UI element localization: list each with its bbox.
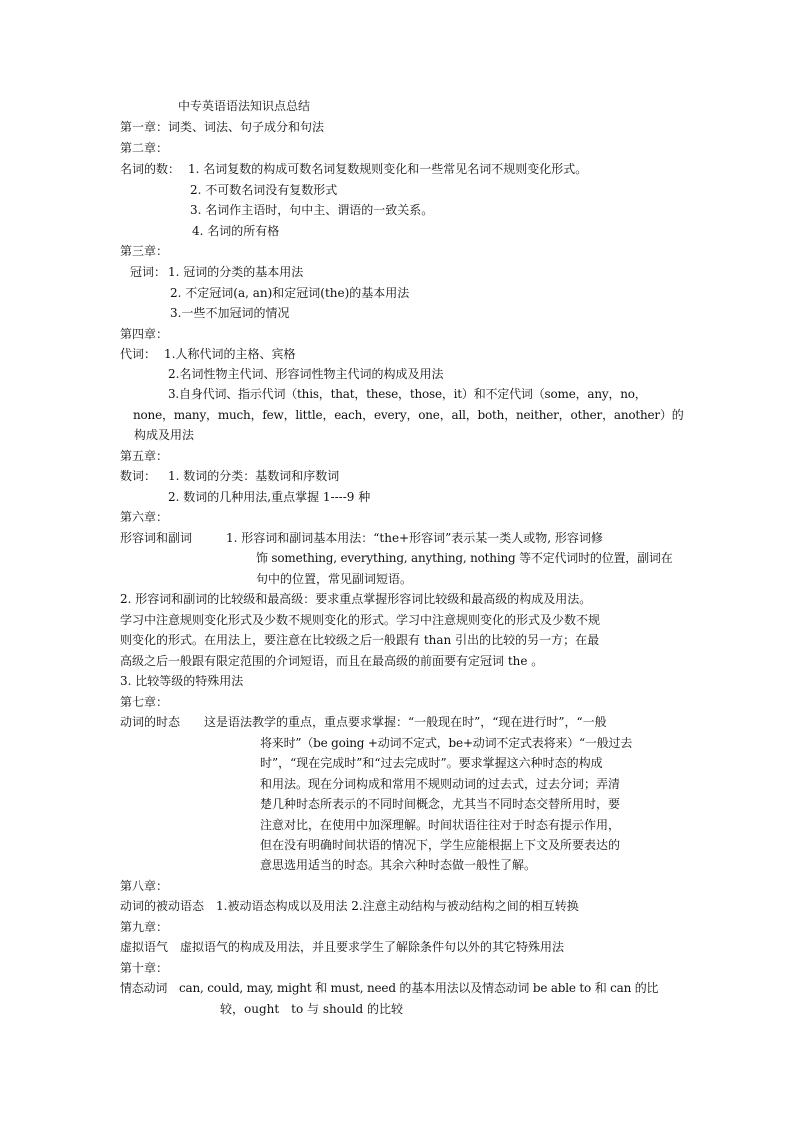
numeral-item-2: 2. 数词的几种用法,重点掌握 1----9 种 xyxy=(168,490,371,504)
article-item-1: 1. 冠词的分类的基本用法 xyxy=(168,265,304,279)
verb-line-1: 这是语法教学的重点，重点要求掌握：“一般现在时”，“现在进行时”，“一般 xyxy=(204,715,607,729)
chapter-2-heading: 第二章： xyxy=(120,141,169,155)
noun-heading: 名词的数： xyxy=(120,162,181,176)
pronoun-item-3-line-2: none，many，much，few，little，each，every，one，all，both，neither，other，another）的 xyxy=(133,408,684,422)
adj-para-2-line-3: 则变化的形式。在用法上，要注意在比较级之后一般跟有 than 引出的比较的另一方；在最 xyxy=(120,633,600,647)
article-heading: 冠词： xyxy=(130,265,167,279)
chapter-3-heading: 第三章： xyxy=(120,244,169,258)
pronoun-item-3-line-1: 3.自身代词、指示代词（this，that，these，those，it）和不定代词（some，any，no， xyxy=(168,387,647,401)
pronoun-item-1: 1.人称代词的主格、宾格 xyxy=(164,347,296,361)
chapter-1-heading: 第一章：词类、词法、句子成分和句法 xyxy=(120,120,325,134)
noun-item-2: 2. 不可数名词没有复数形式 xyxy=(190,183,338,197)
chapter-4-heading: 第四章： xyxy=(120,327,169,341)
noun-item-4: 4. 名词的所有格 xyxy=(192,224,280,238)
verb-line-3: 时”，“现在完成时”和“过去完成时”。要求掌握这六种时态的构成 xyxy=(260,756,603,770)
modal-line-2: 较，ought to 与 should 的比较 xyxy=(220,1002,404,1016)
chapter-5-heading: 第五章： xyxy=(120,449,169,463)
adj-para-3: 3. 比较等级的特殊用法 xyxy=(120,674,244,688)
verb-line-8: 意思选用适当的时态。其余六种时态做一般性了解。 xyxy=(260,858,537,872)
verb-line-7: 但在没有明确时间状语的情况下，学生应能根据上下文及所要表达的 xyxy=(260,838,621,852)
passive-line: 动词的被动语态 1.被动语态构成以及用法 2.注意主动结构与被动结构之间的相互转换 xyxy=(120,899,579,913)
chapter-9-heading: 第九章： xyxy=(120,920,169,934)
adj-item-1-line-3: 句中的位置，常见副词短语。 xyxy=(256,572,413,586)
numeral-item-1: 1. 数词的分类：基数词和序数词 xyxy=(168,469,340,483)
noun-item-1: 1. 名词复数的构成可数名词复数规则变化和一些常见名词不规则变化形式。 xyxy=(188,162,588,176)
adj-item-1-line-2: 饰 something, everything, anything, nothing 等不定代词时的位置，副词在 xyxy=(256,551,673,565)
adj-heading: 形容词和副词 xyxy=(120,531,193,545)
chapter-8-heading: 第八章： xyxy=(120,879,169,893)
adj-para-2-line-1: 2. 形容词和副词的比较级和最高级：要求重点掌握形容词比较级和最高级的构成及用法。 xyxy=(120,592,592,606)
doc-title: 中专英语语法知识点总结 xyxy=(178,99,311,113)
chapter-10-heading: 第十章： xyxy=(120,961,169,975)
noun-item-3: 3. 名词作主语时，句中主、谓语的一致关系。 xyxy=(190,203,434,217)
pronoun-heading: 代词： xyxy=(120,347,157,361)
pronoun-item-3-line-3: 构成及用法 xyxy=(134,428,195,442)
adj-para-2-line-2: 学习中注意规则变化形式及少数不规则变化的形式。学习中注意规则变化的形式及少数不规 xyxy=(120,613,601,627)
verb-line-5: 楚几种时态所表示的不同时间概念，尤其当不同时态交替所用时，要 xyxy=(260,797,621,811)
verb-line-4: 和用法。现在分词构成和常用不规则动词的过去式，过去分词；弄清 xyxy=(260,777,621,791)
article-item-2: 2. 不定冠词(a, an)和定冠词(the)的基本用法 xyxy=(170,286,410,300)
modal-line-1: 情态动词 can, could, may, might 和 must, need 的基本用法以及情态动词 be able to 和 can 的比 xyxy=(120,981,659,995)
verb-line-6: 注意对比，在使用中加深理解。时间状语往往对于时态有提示作用， xyxy=(260,818,621,832)
chapter-6-heading: 第六章： xyxy=(120,510,169,524)
verb-line-2: 将来时”（be going +动词不定式，be+动词不定式表将来）“一般过去 xyxy=(260,736,633,750)
verb-heading: 动词的时态 xyxy=(120,715,181,729)
pronoun-item-2: 2.名词性物主代词、形容词性物主代词的构成及用法 xyxy=(168,367,444,381)
adj-item-1-line-1: 1. 形容词和副词基本用法：“the+形容词”表示某一类人或物, 形容词修 xyxy=(226,531,603,545)
chapter-7-heading: 第七章： xyxy=(120,695,169,709)
article-item-3: 3.一些不加冠词的情况 xyxy=(170,306,290,320)
adj-para-2-line-4: 高级之后一般跟有限定范围的介词短语，而且在最高级的前面要有定冠词 the 。 xyxy=(120,654,544,668)
numeral-heading: 数词： xyxy=(120,469,157,483)
subjunctive-line: 虚拟语气 虚拟语气的构成及用法，并且要求学生了解除条件句以外的其它特殊用法 xyxy=(120,940,565,954)
